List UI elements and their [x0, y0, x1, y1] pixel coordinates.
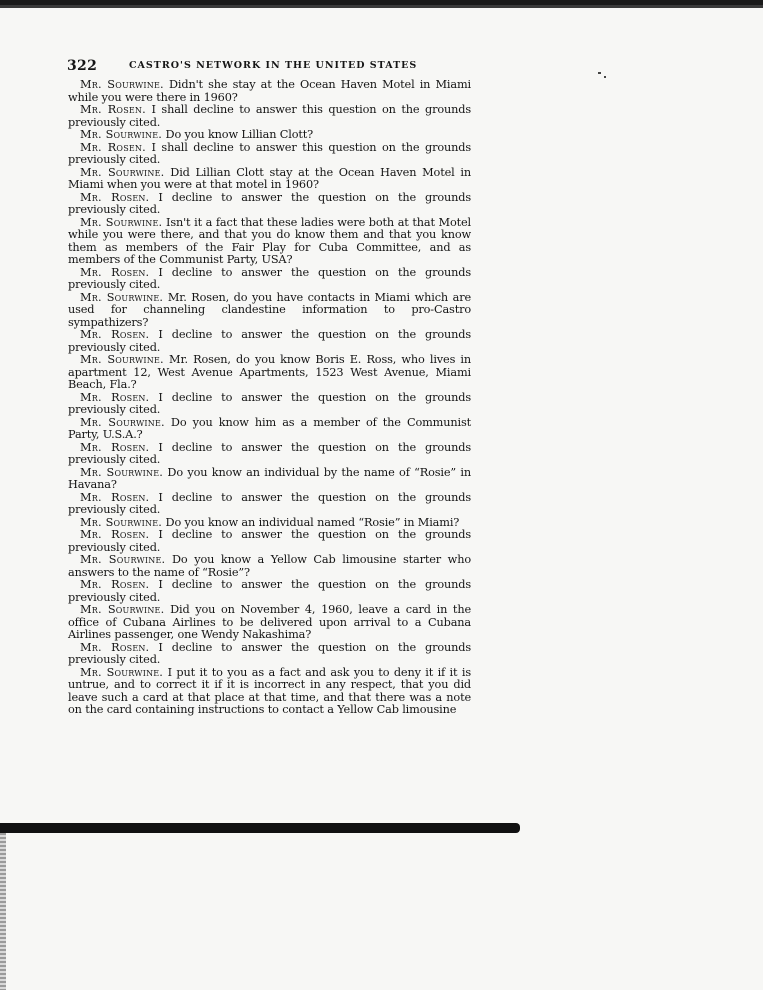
- transcript-paragraph: [68, 192, 471, 217]
- speech-text: Did you on November 4, 1960, leave a card in the office of Cubana Airlines to be delivered upon arrival to a Cubana Airlines passenger, one Wendy Nakashima?: [68, 603, 471, 641]
- speaker-name: Mr. Rosen.: [80, 140, 146, 154]
- transcript-paragraph: [68, 467, 471, 492]
- transcript-paragraph: [68, 79, 471, 104]
- speaker-name: Mr. Sourwine.: [80, 353, 164, 366]
- speech-text: I decline to answer the question on the grounds previously cited.: [68, 265, 471, 291]
- hearing-transcript: [68, 79, 471, 717]
- transcript-paragraph: [68, 442, 471, 467]
- speaker-name: Mr. Sourwine.: [80, 215, 163, 229]
- speech-text: I shall decline to answer this question on the grounds previously cited.: [68, 140, 471, 166]
- page-number: 322: [67, 58, 98, 74]
- speech-text: Did Lillian Clott stay at the Ocean Haven Motel in Miami when you were at that motel in 1960?: [68, 165, 471, 191]
- speaker-name: Mr. Rosen.: [80, 103, 146, 116]
- speaker-name: Mr. Rosen.: [80, 390, 150, 404]
- speaker-name: Mr. Rosen.: [80, 190, 150, 204]
- speaker-name: Mr. Rosen.: [80, 490, 150, 504]
- speaker-name: Mr. Sourwine.: [80, 415, 165, 429]
- speech-text: Didn't she stay at the Ocean Haven Motel in Miami while you were there in 1960?: [68, 78, 471, 104]
- speech-text: Mr. Rosen, do you have contacts in Miami which are used for channeling clandestine information to pro-Castro sympathizers?: [68, 290, 471, 329]
- transcript-paragraph: [68, 554, 471, 579]
- speech-text: I put it to you as a fact and ask you to deny it if it is untrue, and to correct it if it is incorrect in any respect, that you did leave such a card at that place at that time, and that there was a note on the card containing instructions to contact a Yellow Cab limousine: [68, 665, 471, 716]
- speech-text: I decline to answer the question on the grounds previously cited.: [68, 390, 471, 416]
- transcript-paragraph: [68, 142, 471, 167]
- speech-text: I decline to answer the question on the grounds previously cited.: [68, 190, 471, 216]
- speech-text: I decline to answer the question on the grounds previously cited.: [68, 490, 471, 516]
- speaker-name: Mr. Rosen.: [80, 578, 150, 591]
- speaker-name: Mr. Rosen.: [80, 328, 150, 341]
- transcript-paragraph: [68, 329, 471, 354]
- speech-text: I shall decline to answer this question on the grounds previously cited.: [68, 103, 471, 129]
- running-head: CASTRO'S NETWORK IN THE UNITED STATES: [129, 60, 418, 71]
- speaker-name: Mr. Rosen.: [80, 528, 150, 541]
- speech-text: Mr. Rosen, do you know Boris E. Ross, who lives in apartment 12, West Avenue Apartments, 1523 West Avenue, Miami Beach, Fla.?: [68, 353, 471, 391]
- transcript-paragraph: [68, 642, 471, 667]
- scan-speck: [604, 76, 606, 78]
- transcript-paragraph: [68, 529, 471, 554]
- transcript-paragraph: [68, 354, 471, 392]
- scan-speck: [598, 72, 601, 74]
- transcript-paragraph: [68, 217, 471, 267]
- scan-bottom-border: [0, 823, 520, 833]
- transcript-paragraph: [68, 579, 471, 604]
- speaker-name: Mr. Sourwine.: [80, 465, 164, 479]
- speech-text: Do you know him as a member of the Communist Party, U.S.A.?: [68, 415, 471, 441]
- page-header: [67, 58, 467, 76]
- transcript-paragraph: [68, 167, 471, 192]
- speech-text: Isn't it a fact that these ladies were both at that Motel while you were there, and that you do know them and that you know them as members of the Fair Play for Cuba Committee, and as members of the Communist Party, USA?: [68, 215, 471, 266]
- speaker-name: Mr. Sourwine.: [80, 128, 163, 141]
- speech-text: Do you know a Yellow Cab limousine starter who answers to the name of “Rosie”?: [68, 553, 471, 579]
- speaker-name: Mr. Sourwine.: [80, 665, 164, 679]
- transcript-paragraph: [68, 604, 471, 642]
- scan-top-border: [0, 0, 763, 14]
- transcript-paragraph: [68, 417, 471, 442]
- speech-text: I decline to answer the question on the grounds previously cited.: [68, 578, 471, 604]
- transcript-paragraph: [68, 392, 471, 417]
- speech-text: Do you know Lillian Clott?: [165, 128, 314, 141]
- speech-text: Do you know an individual named “Rosie” in Miami?: [165, 515, 460, 529]
- transcript-paragraph: [68, 667, 471, 717]
- speaker-name: Mr. Sourwine.: [80, 553, 166, 566]
- scan-left-edge: [0, 833, 6, 990]
- speaker-name: Mr. Sourwine.: [80, 78, 164, 91]
- transcript-paragraph: [68, 292, 471, 330]
- speaker-name: Mr. Sourwine.: [80, 165, 165, 179]
- transcript-paragraph: [68, 492, 471, 517]
- speaker-name: Mr. Rosen.: [80, 440, 150, 454]
- speaker-name: Mr. Sourwine.: [80, 603, 165, 616]
- speaker-name: Mr. Sourwine.: [80, 290, 164, 304]
- speech-text: I decline to answer the question on the grounds previously cited.: [68, 528, 471, 554]
- speaker-name: Mr. Rosen.: [80, 640, 150, 654]
- transcript-paragraph: [68, 267, 471, 292]
- speech-text: I decline to answer the question on the grounds previously cited.: [68, 440, 471, 466]
- speaker-name: Mr. Rosen.: [80, 265, 150, 279]
- speech-text: Do you know an individual by the name of “Rosie” in Havana?: [68, 465, 471, 491]
- speaker-name: Mr. Sourwine.: [80, 515, 163, 529]
- speech-text: I decline to answer the question on the grounds previously cited.: [68, 328, 471, 354]
- transcript-paragraph: [68, 104, 471, 129]
- speech-text: I decline to answer the question on the grounds previously cited.: [68, 640, 471, 666]
